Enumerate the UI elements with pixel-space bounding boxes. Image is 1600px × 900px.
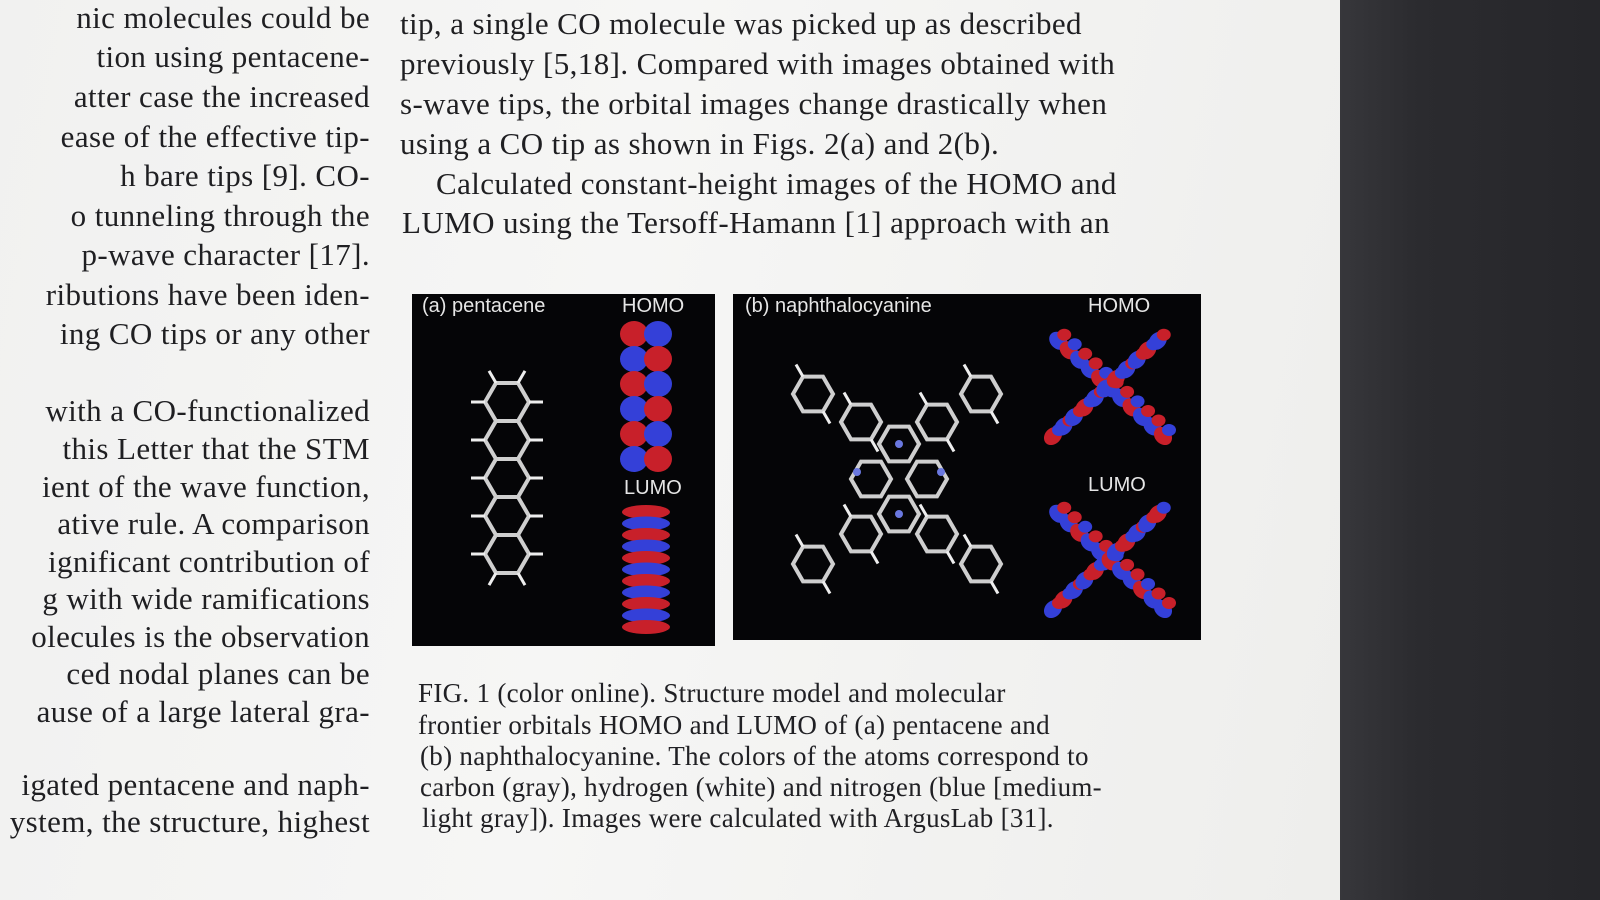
orbital-lobe: [622, 620, 670, 634]
hydrogen-bond: [871, 551, 878, 563]
text-line: this Letter that the STM: [62, 431, 370, 466]
panel-a-homo-label: HOMO: [622, 295, 685, 317]
orbital-lobe: [1089, 357, 1103, 369]
monitor-bezel: [1340, 0, 1600, 900]
ring-bond: [841, 517, 881, 552]
pentacene-figure-svg: [412, 294, 715, 646]
hydrogen-bond: [489, 371, 496, 383]
text-line: s-wave tips, the orbital images change drastically when: [400, 86, 1108, 121]
ring-bond: [961, 547, 1001, 582]
text-line: ing CO tips or any other: [59, 316, 370, 351]
orbital-lobe: [1131, 395, 1145, 407]
hydrogen-bond: [871, 439, 878, 451]
orbital-lobe: [1057, 329, 1071, 341]
text-line: ative rule. A comparison: [57, 506, 370, 541]
orbital-lobe: [644, 371, 672, 397]
text-line: ystem, the structure, highest: [9, 804, 370, 839]
orbital-lobe: [1057, 502, 1071, 514]
text-line: ause of a large lateral gra-: [36, 694, 370, 729]
hydrogen-bond: [796, 535, 803, 547]
figure-panel-naphthalocyanine: [733, 294, 1201, 640]
ring-bond: [907, 462, 947, 497]
orbital-lobe: [620, 346, 648, 372]
text-line: Calculated constant-height images of the HOMO and: [436, 166, 1117, 201]
orbital-lobe: [1157, 502, 1171, 514]
naphthalocyanine-structure-model: [793, 365, 1001, 594]
orbital-lobe: [1078, 348, 1092, 360]
ring-bond: [961, 377, 1001, 412]
naphthalocyanine-homo-orbital: [1040, 328, 1176, 449]
orbital-lobe: [620, 371, 648, 397]
hydrogen-bond: [947, 551, 954, 563]
text-line: o tunneling through the: [70, 198, 370, 233]
ring-bond: [485, 459, 529, 497]
hydrogen-bond: [920, 393, 927, 405]
orbital-lobe: [1131, 568, 1145, 580]
orbital-lobe: [1152, 587, 1166, 599]
nitrogen-atom: [853, 468, 861, 476]
ring-bond: [485, 421, 529, 459]
text-line: using a CO tip as shown in Figs. 2(a) and 2(b).: [400, 126, 1000, 161]
caption-line: light gray]). Images were calculated with ArgusLab [31].: [422, 803, 1054, 833]
caption-line: FIG. 1 (color online). Structure model and molecular: [418, 678, 1006, 708]
orbital-lobe: [620, 446, 648, 472]
orbital-lobe: [644, 346, 672, 372]
orbital-lobe: [644, 321, 672, 347]
text-line: previously [5,18]. Compared with images obtained with: [400, 46, 1116, 81]
hydrogen-bond: [518, 371, 525, 383]
orbital-lobe: [1162, 424, 1176, 436]
text-line: atter case the increased: [73, 79, 370, 114]
ring-bond: [793, 547, 833, 582]
ring-bond: [485, 535, 529, 573]
pentacene-homo-orbital: [620, 321, 672, 472]
ring-bond: [917, 405, 957, 440]
hydrogen-bond: [991, 581, 998, 593]
pentacene-structure-model: [471, 371, 543, 585]
hydrogen-bond: [489, 573, 496, 585]
orbital-lobe: [1152, 414, 1166, 426]
naphthalocyanine-lumo-orbital: [1040, 501, 1176, 622]
hydrogen-bond: [947, 439, 954, 451]
text-line: with a CO-functionalized: [45, 393, 370, 428]
orbital-lobe: [1162, 597, 1176, 609]
panel-b-homo-label: HOMO: [1088, 295, 1151, 317]
text-line: ease of the effective tip-: [60, 119, 370, 154]
caption-line: carbon (gray), hydrogen (white) and nitrogen (blue [medium-: [420, 772, 1102, 802]
text-line: olecules is the observation: [31, 619, 370, 654]
orbital-lobe: [1120, 386, 1134, 398]
text-line: h bare tips [9]. CO-: [120, 158, 370, 193]
orbital-lobe: [1068, 338, 1082, 350]
text-line: tip, a single CO molecule was picked up as described: [400, 6, 1082, 41]
hydrogen-bond: [920, 505, 927, 517]
panel-a-label: (a) pentacene: [422, 295, 546, 317]
panel-a-lumo-label: LUMO: [624, 477, 682, 499]
text-line: g with wide ramifications: [42, 581, 370, 616]
hydrogen-bond: [964, 535, 971, 547]
orbital-lobe: [1157, 329, 1171, 341]
text-line: ient of the wave function,: [41, 469, 370, 504]
hydrogen-bond: [964, 365, 971, 377]
orbital-lobe: [1068, 511, 1082, 523]
text-line: ced nodal planes can be: [66, 656, 370, 691]
hydrogen-bond: [844, 505, 851, 517]
hydrogen-bond: [991, 411, 998, 423]
orbital-lobe: [644, 421, 672, 447]
figure-panel-pentacene: [412, 294, 715, 646]
panel-b-lumo-label: LUMO: [1088, 474, 1146, 496]
orbital-lobe: [1141, 405, 1155, 417]
text-line: tion using pentacene-: [96, 39, 370, 74]
text-line: ignificant contribution of: [47, 544, 370, 579]
orbital-lobe: [1120, 559, 1134, 571]
ring-bond: [841, 405, 881, 440]
orbital-lobe: [1089, 530, 1103, 542]
caption-line: (b) naphthalocyanine. The colors of the atoms correspond to: [420, 741, 1089, 771]
orbital-lobe: [644, 446, 672, 472]
ring-bond: [851, 462, 891, 497]
orbital-lobe: [644, 396, 672, 422]
orbital-lobe: [620, 421, 648, 447]
panel-b-label: (b) naphthalocyanine: [745, 295, 932, 317]
ring-bond: [917, 517, 957, 552]
text-line: ributions have been iden-: [45, 277, 370, 312]
hydrogen-bond: [823, 581, 830, 593]
text-line: igated pentacene and naph-: [21, 767, 370, 802]
ring-bond: [485, 497, 529, 535]
orbital-lobe: [1078, 521, 1092, 533]
nitrogen-atom: [937, 468, 945, 476]
orbital-lobe: [1141, 578, 1155, 590]
orbital-lobe: [620, 396, 648, 422]
ring-bond: [793, 377, 833, 412]
text-line: nic molecules could be: [76, 0, 370, 35]
ring-bond: [485, 383, 529, 421]
hydrogen-bond: [796, 365, 803, 377]
naphthalocyanine-figure-svg: [733, 294, 1201, 640]
text-line: LUMO using the Tersoff-Hamann [1] approach with an: [402, 205, 1110, 240]
caption-line: frontier orbitals HOMO and LUMO of (a) pentacene and: [418, 710, 1050, 740]
nitrogen-atom: [895, 510, 903, 518]
nitrogen-atom: [895, 440, 903, 448]
orbital-lobe: [620, 321, 648, 347]
pentacene-lumo-orbital: [622, 505, 670, 634]
hydrogen-bond: [518, 573, 525, 585]
hydrogen-bond: [844, 393, 851, 405]
hydrogen-bond: [823, 411, 830, 423]
text-line: p-wave character [17].: [81, 237, 370, 272]
